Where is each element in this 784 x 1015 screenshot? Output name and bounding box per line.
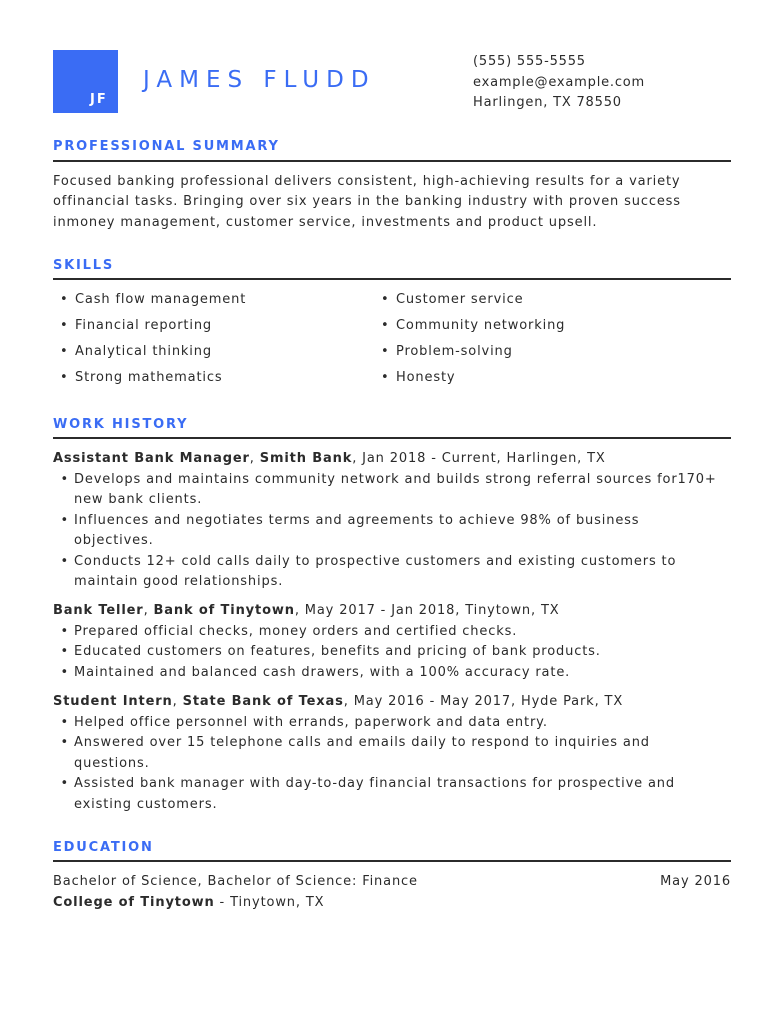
contact-block [473, 52, 645, 114]
summary-line: inmoney management, customer service, investments and product upsell. [53, 214, 598, 230]
phone: (555) 555-5555 [473, 54, 586, 69]
job-header: Bank Teller, Bank of Tinytown, May 2017 - Jan 2018, Tinytown, TX [53, 603, 560, 618]
job-role: Bank Teller [53, 603, 144, 618]
job-bullet: • Educated customers on features, benefits and pricing of bank products. [60, 644, 601, 659]
job-bullet: • Conducts 12+ cold calls daily to prospective customers and existing customers to maintain good relationships. [60, 553, 677, 589]
school-location: - Tinytown, TX [214, 895, 325, 910]
job-entry [53, 601, 733, 683]
location: Harlingen, TX 78550 [473, 95, 622, 110]
job-role: Student Intern [53, 694, 173, 709]
education-heading: EDUCATION [53, 840, 154, 855]
skill-item: • Customer service [381, 292, 524, 307]
education-divider [53, 860, 731, 862]
job-header: Student Intern, State Bank of Texas, May 2016 - May 2017, Hyde Park, TX [53, 694, 624, 709]
job-bullet: • Maintained and balanced cash drawers, with a 100% accuracy rate. [60, 664, 571, 680]
education-school-row [53, 893, 731, 914]
skill-item: • Financial reporting [60, 318, 213, 333]
education-degree-row [53, 872, 731, 893]
work-divider [53, 437, 731, 439]
summary-heading: PROFESSIONAL SUMMARY [53, 139, 280, 154]
work-heading: WORK HISTORY [53, 417, 189, 432]
skills-heading: SKILLS [53, 258, 115, 273]
skill-item: • Honesty [381, 370, 456, 385]
job-role: Assistant Bank Manager [53, 451, 250, 466]
job-header: Assistant Bank Manager, Smith Bank, Jan 2018 - Current, Harlingen, TX [53, 451, 606, 466]
skill-item: • Community networking [381, 318, 566, 333]
job-bullet: • Prepared official checks, money orders and certified checks. [60, 623, 518, 639]
skill-item: • Problem-solving [381, 344, 513, 359]
job-entry [53, 692, 733, 815]
monogram-badge [53, 50, 118, 113]
job-details: , Jan 2018 - Current, Harlingen, TX [352, 451, 606, 466]
degree: Bachelor of Science, Bachelor of Science: Finance [53, 874, 418, 889]
initials: JF [90, 92, 108, 107]
job-bullet: • Influences and negotiates terms and agreements to achieve 98% of business objectives. [60, 512, 640, 548]
summary-divider [53, 160, 731, 162]
summary-line: Focused banking professional delivers consistent, high-achieving results for a variety [53, 174, 681, 189]
job-bullet: • Answered over 15 telephone calls and emails daily to respond to inquiries and questions. [60, 735, 650, 771]
skill-item: • Cash flow management [60, 292, 247, 307]
summary-text [53, 172, 733, 233]
job-company: Bank of Tinytown [153, 603, 295, 618]
job-company: Smith Bank [259, 451, 353, 466]
email: example@example.com [473, 74, 646, 90]
summary-line: offinancial tasks. Bringing over six years in the banking industry with proven success [53, 194, 681, 210]
skills-divider [53, 278, 731, 280]
job-details: , May 2016 - May 2017, Hyde Park, TX [343, 694, 624, 709]
job-entry [53, 449, 733, 593]
candidate-name: JAMES FLUDD [143, 67, 376, 93]
job-bullet: • Develops and maintains community network and builds strong referral sources for170+ new bank clients. [60, 471, 717, 507]
job-bullet: • Helped office personnel with errands, paperwork and data entry. [60, 714, 548, 730]
school-name: College of Tinytown [53, 895, 215, 910]
graduation-date: May 2016 [660, 874, 731, 889]
skill-item: • Analytical thinking [60, 344, 212, 359]
job-bullet: • Assisted bank manager with day-to-day financial transactions for prospective and existing customers. [60, 776, 675, 812]
job-company: State Bank of Texas [182, 694, 344, 709]
skill-item: • Strong mathematics [60, 370, 223, 385]
job-details: , May 2017 - Jan 2018, Tinytown, TX [294, 603, 560, 618]
